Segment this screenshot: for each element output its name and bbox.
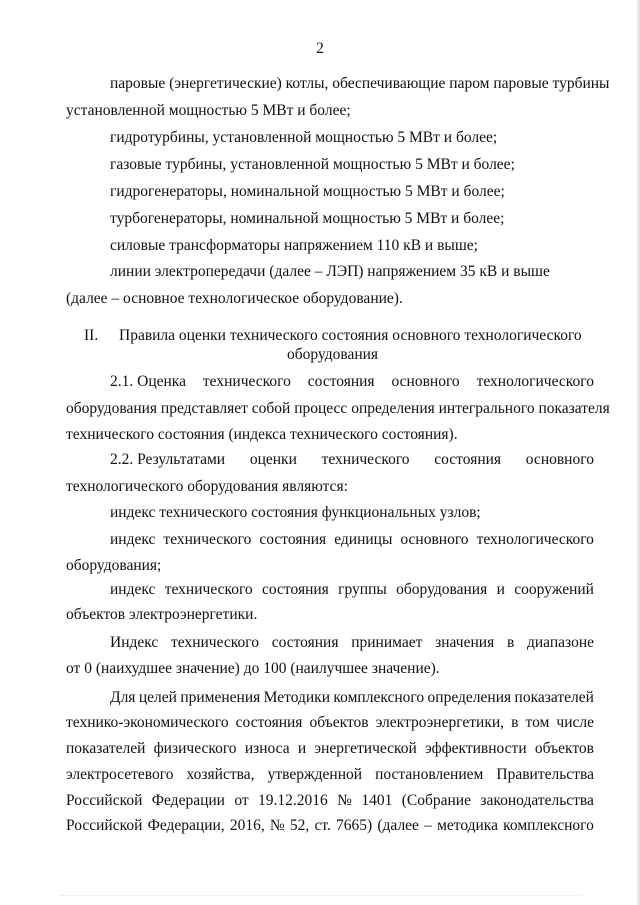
scan-edge-shadow <box>636 0 640 905</box>
list-item-continuation: оборудования; <box>66 557 162 574</box>
word: Федерации, <box>147 817 225 834</box>
word: № <box>337 792 352 809</box>
word: сооружений <box>514 581 594 598</box>
word: Российской <box>66 792 143 809</box>
list-item: линии электропередачи (далее – ЛЭП) напряжением 35 кВ и выше <box>110 263 550 280</box>
word: законодательства <box>480 792 594 809</box>
list-item <box>110 580 594 600</box>
word: и <box>496 581 505 598</box>
word: технического <box>164 581 253 598</box>
word: состояния <box>434 451 502 468</box>
word: постановлением <box>375 766 484 783</box>
word: значения <box>435 634 495 651</box>
paragraph-line <box>110 688 594 708</box>
word: технологического <box>476 373 594 390</box>
word: хозяйства, <box>186 766 255 783</box>
word: единицы <box>334 531 393 548</box>
paragraph-line <box>110 450 594 470</box>
scan-noise <box>60 895 580 900</box>
section-number: II. <box>84 327 99 344</box>
word: электроэнергетики, <box>375 714 505 731</box>
word: электросетевого <box>66 766 174 783</box>
paragraph-line <box>66 713 594 733</box>
word: физического <box>153 740 237 757</box>
paragraph-line: от 0 (наихудшее значение) до 100 (наилучшее значение). <box>66 660 440 677</box>
word: технического <box>171 634 259 651</box>
word: в <box>511 714 519 731</box>
word: том <box>525 714 550 731</box>
word: состояния <box>271 634 339 651</box>
word: показателей <box>66 740 146 757</box>
section-title: оборудования <box>287 346 379 363</box>
word: состояния <box>259 531 327 548</box>
word: объектов <box>534 740 594 757</box>
section-title: Правила оценки технического состояния основного технологического <box>119 327 582 344</box>
word: износа <box>244 740 290 757</box>
word: 2.1. Оценка <box>110 373 186 390</box>
word: № <box>269 817 285 834</box>
paragraph-line: оборудования представляет собой процесс определения интегрального показателя <box>66 400 610 417</box>
word: эффективности <box>425 740 527 757</box>
word: технологического <box>476 531 594 548</box>
list-item: индекс технического состояния функциональных узлов; <box>110 504 481 521</box>
word: диапазоне <box>527 634 594 651</box>
word: оценки <box>249 451 297 468</box>
paragraph-line <box>66 816 594 836</box>
text-line: (далее – основное технологическое оборудование). <box>66 290 403 307</box>
word: – <box>424 817 432 834</box>
word: комплексного <box>333 689 425 706</box>
word: состояния <box>307 373 375 390</box>
word: индекс <box>110 581 156 598</box>
word: комплексного <box>503 817 594 834</box>
text-line: установленной мощностью 5 МВт и более; <box>66 102 351 119</box>
list-item <box>110 530 594 550</box>
word: группы <box>338 581 387 598</box>
word: и <box>297 740 307 757</box>
list-item: гидротурбины, установленной мощностью 5 МВт и более; <box>110 129 498 146</box>
word: (Собрание <box>401 792 471 809</box>
word: Индекс <box>110 634 159 651</box>
word: (далее <box>377 817 419 834</box>
word: от <box>234 792 249 809</box>
word: оборудования <box>396 581 488 598</box>
word: индекс <box>110 531 156 548</box>
word: Российской <box>66 817 143 834</box>
word: состояния <box>235 714 303 731</box>
word: 52, <box>289 817 310 834</box>
word: 7665) <box>336 817 373 834</box>
word: технико-экономического <box>66 714 229 731</box>
paragraph-line <box>66 739 594 759</box>
text-line: паровые (энергетические) котлы, обеспечивающие паром паровые турбины <box>110 75 610 92</box>
paragraph-line: технологического оборудования являются: <box>66 478 348 495</box>
word: Федерации <box>151 792 225 809</box>
word: применения <box>180 689 261 706</box>
word: энергетической <box>314 740 417 757</box>
paragraph-line <box>110 633 594 653</box>
word: числе <box>556 714 594 731</box>
word: Методики <box>263 689 331 706</box>
word: 2.2. Результатами <box>110 451 226 468</box>
list-item: силовые трансформаторы напряжением 110 кВ и выше; <box>110 237 478 254</box>
paragraph-line <box>66 791 594 811</box>
word: технического <box>321 451 410 468</box>
paragraph-line <box>66 765 594 785</box>
word: технического <box>163 531 252 548</box>
word: основного <box>391 373 460 390</box>
word: состояния <box>262 581 329 598</box>
word: объектов <box>309 714 369 731</box>
list-item-continuation: объектов электроэнергетики. <box>66 606 258 623</box>
word: 1401 <box>361 792 393 809</box>
word: утвержденной <box>267 766 363 783</box>
list-item: турбогенераторы, номинальной мощностью 5 МВт и более; <box>110 210 505 227</box>
word: Для <box>110 689 136 706</box>
word: принимает <box>351 634 423 651</box>
page-number: 2 <box>316 40 324 57</box>
word: основного <box>400 531 469 548</box>
word: целей <box>138 689 177 706</box>
paragraph-line <box>110 372 594 392</box>
list-item: гидрогенераторы, номинальной мощностью 5 МВт и более; <box>110 183 505 200</box>
word: технического <box>202 373 291 390</box>
word: ст. <box>314 817 331 834</box>
word: Правительства <box>496 766 594 783</box>
paragraph-line: технического состояния (индекса технического состояния). <box>66 426 458 443</box>
word: определения <box>427 689 512 706</box>
word: методика <box>437 817 498 834</box>
word: основного <box>525 451 594 468</box>
word: в <box>506 634 515 651</box>
list-item: газовые турбины, установленной мощностью 5 МВт и более; <box>110 156 515 173</box>
word: 19.12.2016 <box>258 792 328 809</box>
word: показателей <box>514 689 594 706</box>
word: 2016, <box>229 817 265 834</box>
